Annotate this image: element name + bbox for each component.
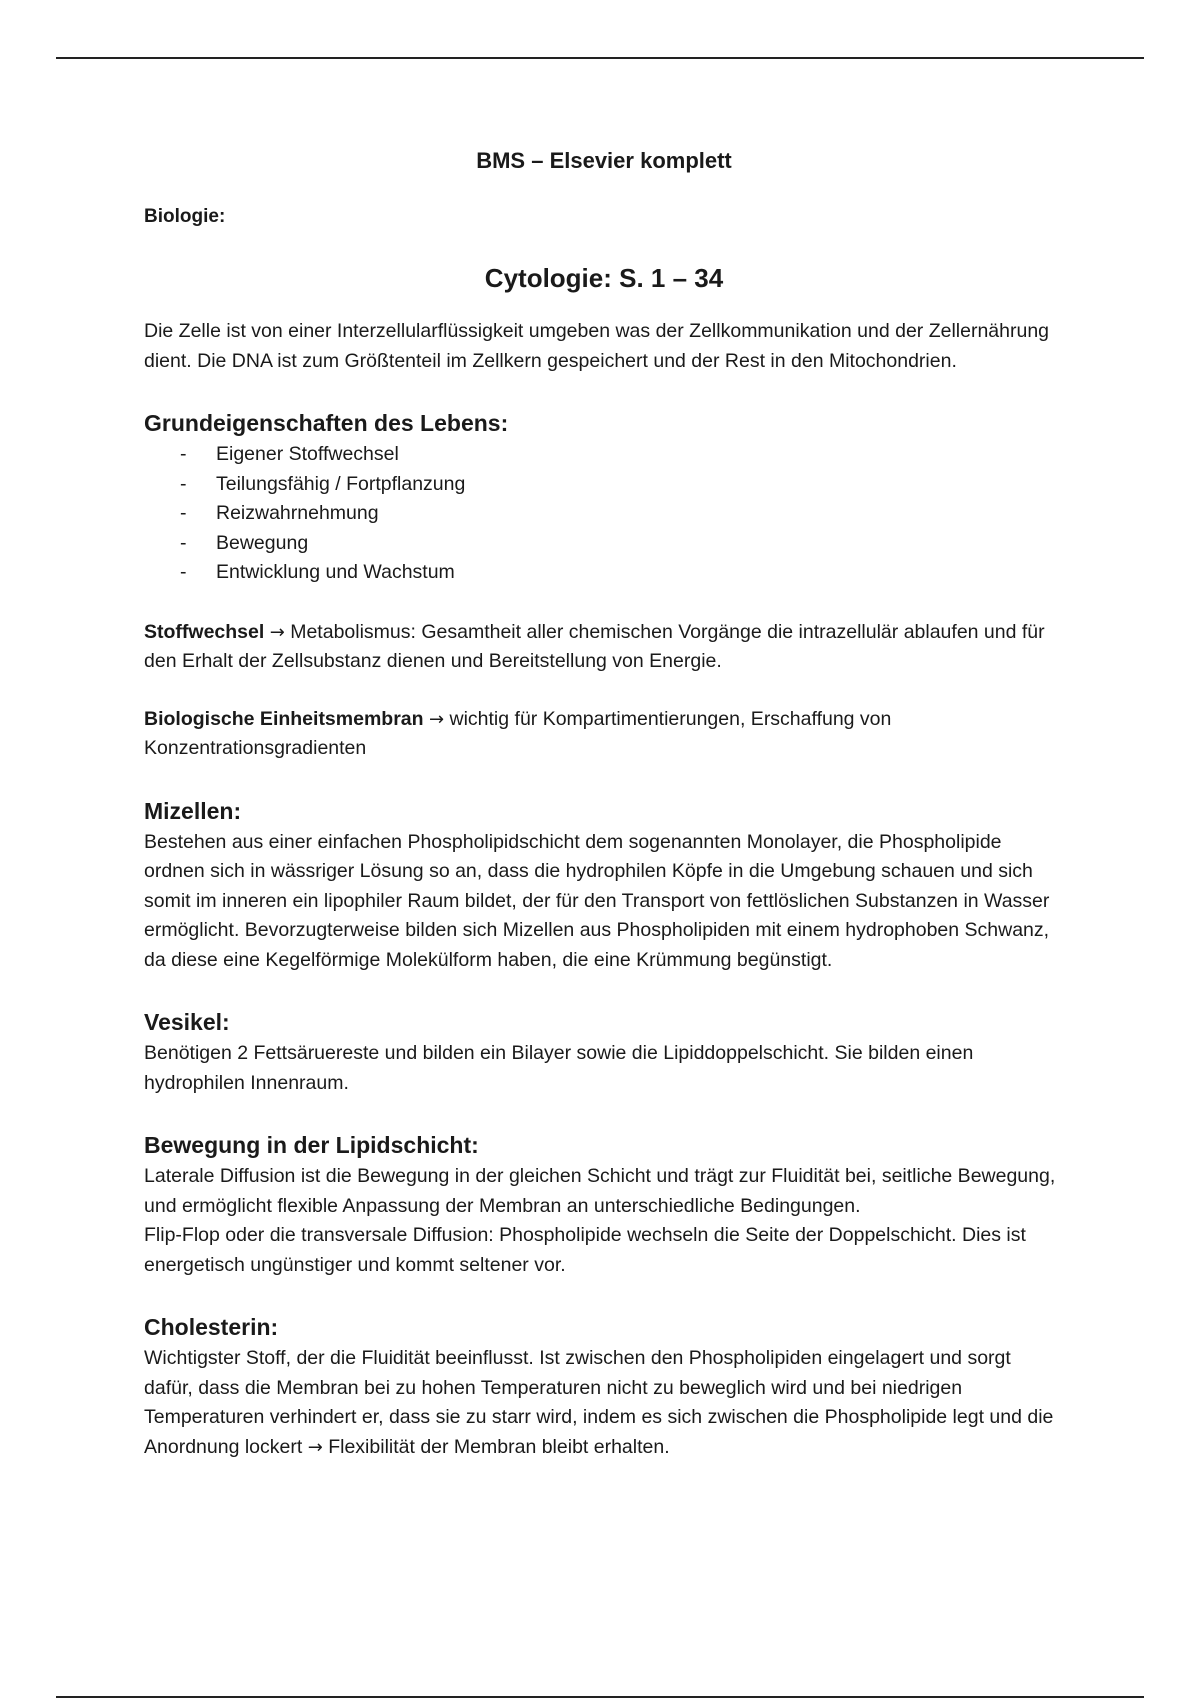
dash-bullet: -: [180, 443, 187, 465]
arrow-right-icon: →: [307, 1436, 323, 1458]
membran-term: Biologische Einheitsmembran: [144, 707, 424, 730]
list-item: - Teilungsfähig / Fortpflanzung: [144, 470, 1064, 500]
section-heading-mizellen: Mizellen:: [144, 797, 242, 824]
cholesterin-conclusion: Flexibilität der Membran bleibt erhalten.: [328, 1435, 670, 1458]
membran-paragraph: [144, 705, 1064, 764]
membran-text: wichtig für Kompartimentierungen, Erschaffung von Konzentrationsgradienten: [144, 707, 892, 759]
bewegung-paragraph-flipflop: Flip-Flop oder die transversale Diffusion: Phospholipide wechseln die Seite der Doppelschicht. Dies ist energetisch ungünstiger und kommt seltener vor.: [144, 1224, 1026, 1276]
bewegung-paragraph-lateral: Laterale Diffusion ist die Bewegung in der gleichen Schicht und trägt zur Fluidität bei, seitliche Bewegung, und ermöglicht flexible Anpassung der Membran an unterschiedliche Bedingungen.: [144, 1165, 1056, 1217]
arrow-right-icon: →: [269, 621, 285, 643]
section-heading-bewegung: Bewegung in der Lipidschicht:: [144, 1132, 479, 1158]
list-item: - Reizwahrnehmung: [144, 499, 1064, 529]
dash-bullet: -: [180, 472, 187, 495]
dash-bullet: -: [180, 502, 187, 524]
cholesterin-text: Wichtigster Stoff, der die Fluidität beeinflusst. Ist zwischen den Phospholipiden eingelagert und sorgt dafür, dass die Membran bei zu hohen Temperaturen nicht zu beweglich wird und bei niedrigen Temperaturen verhindert er, dass sie zu starr wird, indem es sich zwischen die Phospholipide legt und die Anordnung lockert: [144, 1347, 1054, 1458]
cholesterin-paragraph: [144, 1344, 1064, 1462]
bottom-rule: [56, 1696, 1144, 1698]
dash-bullet: -: [180, 531, 187, 554]
section-heading-cholesterin: Cholesterin:: [144, 1314, 279, 1340]
stoffwechsel-paragraph: [144, 618, 1064, 677]
section-heading-grundeigenschaften: Grundeigenschaften des Lebens:: [144, 410, 509, 436]
section-heading-vesikel: Vesikel:: [144, 1009, 230, 1035]
top-rule: [56, 57, 1144, 59]
stoffwechsel-text: Metabolismus: Gesamtheit aller chemischen Vorgänge die intrazellulär ablaufen und für den Erhalt der Zellsubstanz dienen und Bereitstellung von Energie.: [144, 620, 1045, 672]
subject-label: Biologie:: [144, 206, 226, 227]
list-item: - Eigener Stoffwechsel: [144, 440, 1064, 470]
dash-bullet: -: [180, 561, 187, 583]
document-title: BMS – Elsevier komplett: [476, 148, 732, 173]
grundeigenschaften-list: [144, 440, 1064, 588]
chapter-title: Cytologie: S. 1 – 34: [484, 263, 724, 293]
mizellen-paragraph: Bestehen aus einer einfachen Phospholipidschicht dem sogenannten Monolayer, die Phospholipide ordnen sich in wässriger Lösung so an, dass die hydrophilen Köpfe in die Umgebung schauen und sich somit im inneren ein lipophiler Raum bildet, der für den Transport von fettlöslichen Substanzen in Wasser ermöglicht. Bevorzugterweise bilden sich Mizellen aus Phospholipiden mit einem hydrophoben Schwanz, da diese eine Kegelförmige Molekülform haben, die eine Krümmung begünstigt.: [144, 830, 1050, 971]
list-item: - Bewegung: [144, 529, 1064, 559]
document-page: [144, 140, 1064, 1462]
vesikel-paragraph: Benötigen 2 Fettsäruereste und bilden ein Bilayer sowie die Lipiddoppelschicht. Sie bilden einen hydrophilen Innenraum.: [144, 1042, 974, 1094]
intro-paragraph: Die Zelle ist von einer Interzellularflüssigkeit umgeben was der Zellkommunikation und der Zellernährung dient. Die DNA ist zum Größtenteil im Zellkern gespeichert und der Rest in den Mitochondrien.: [144, 320, 1050, 372]
arrow-right-icon: →: [428, 708, 445, 730]
stoffwechsel-term: Stoffwechsel: [144, 620, 265, 643]
list-item: - Entwicklung und Wachstum: [144, 558, 1064, 588]
